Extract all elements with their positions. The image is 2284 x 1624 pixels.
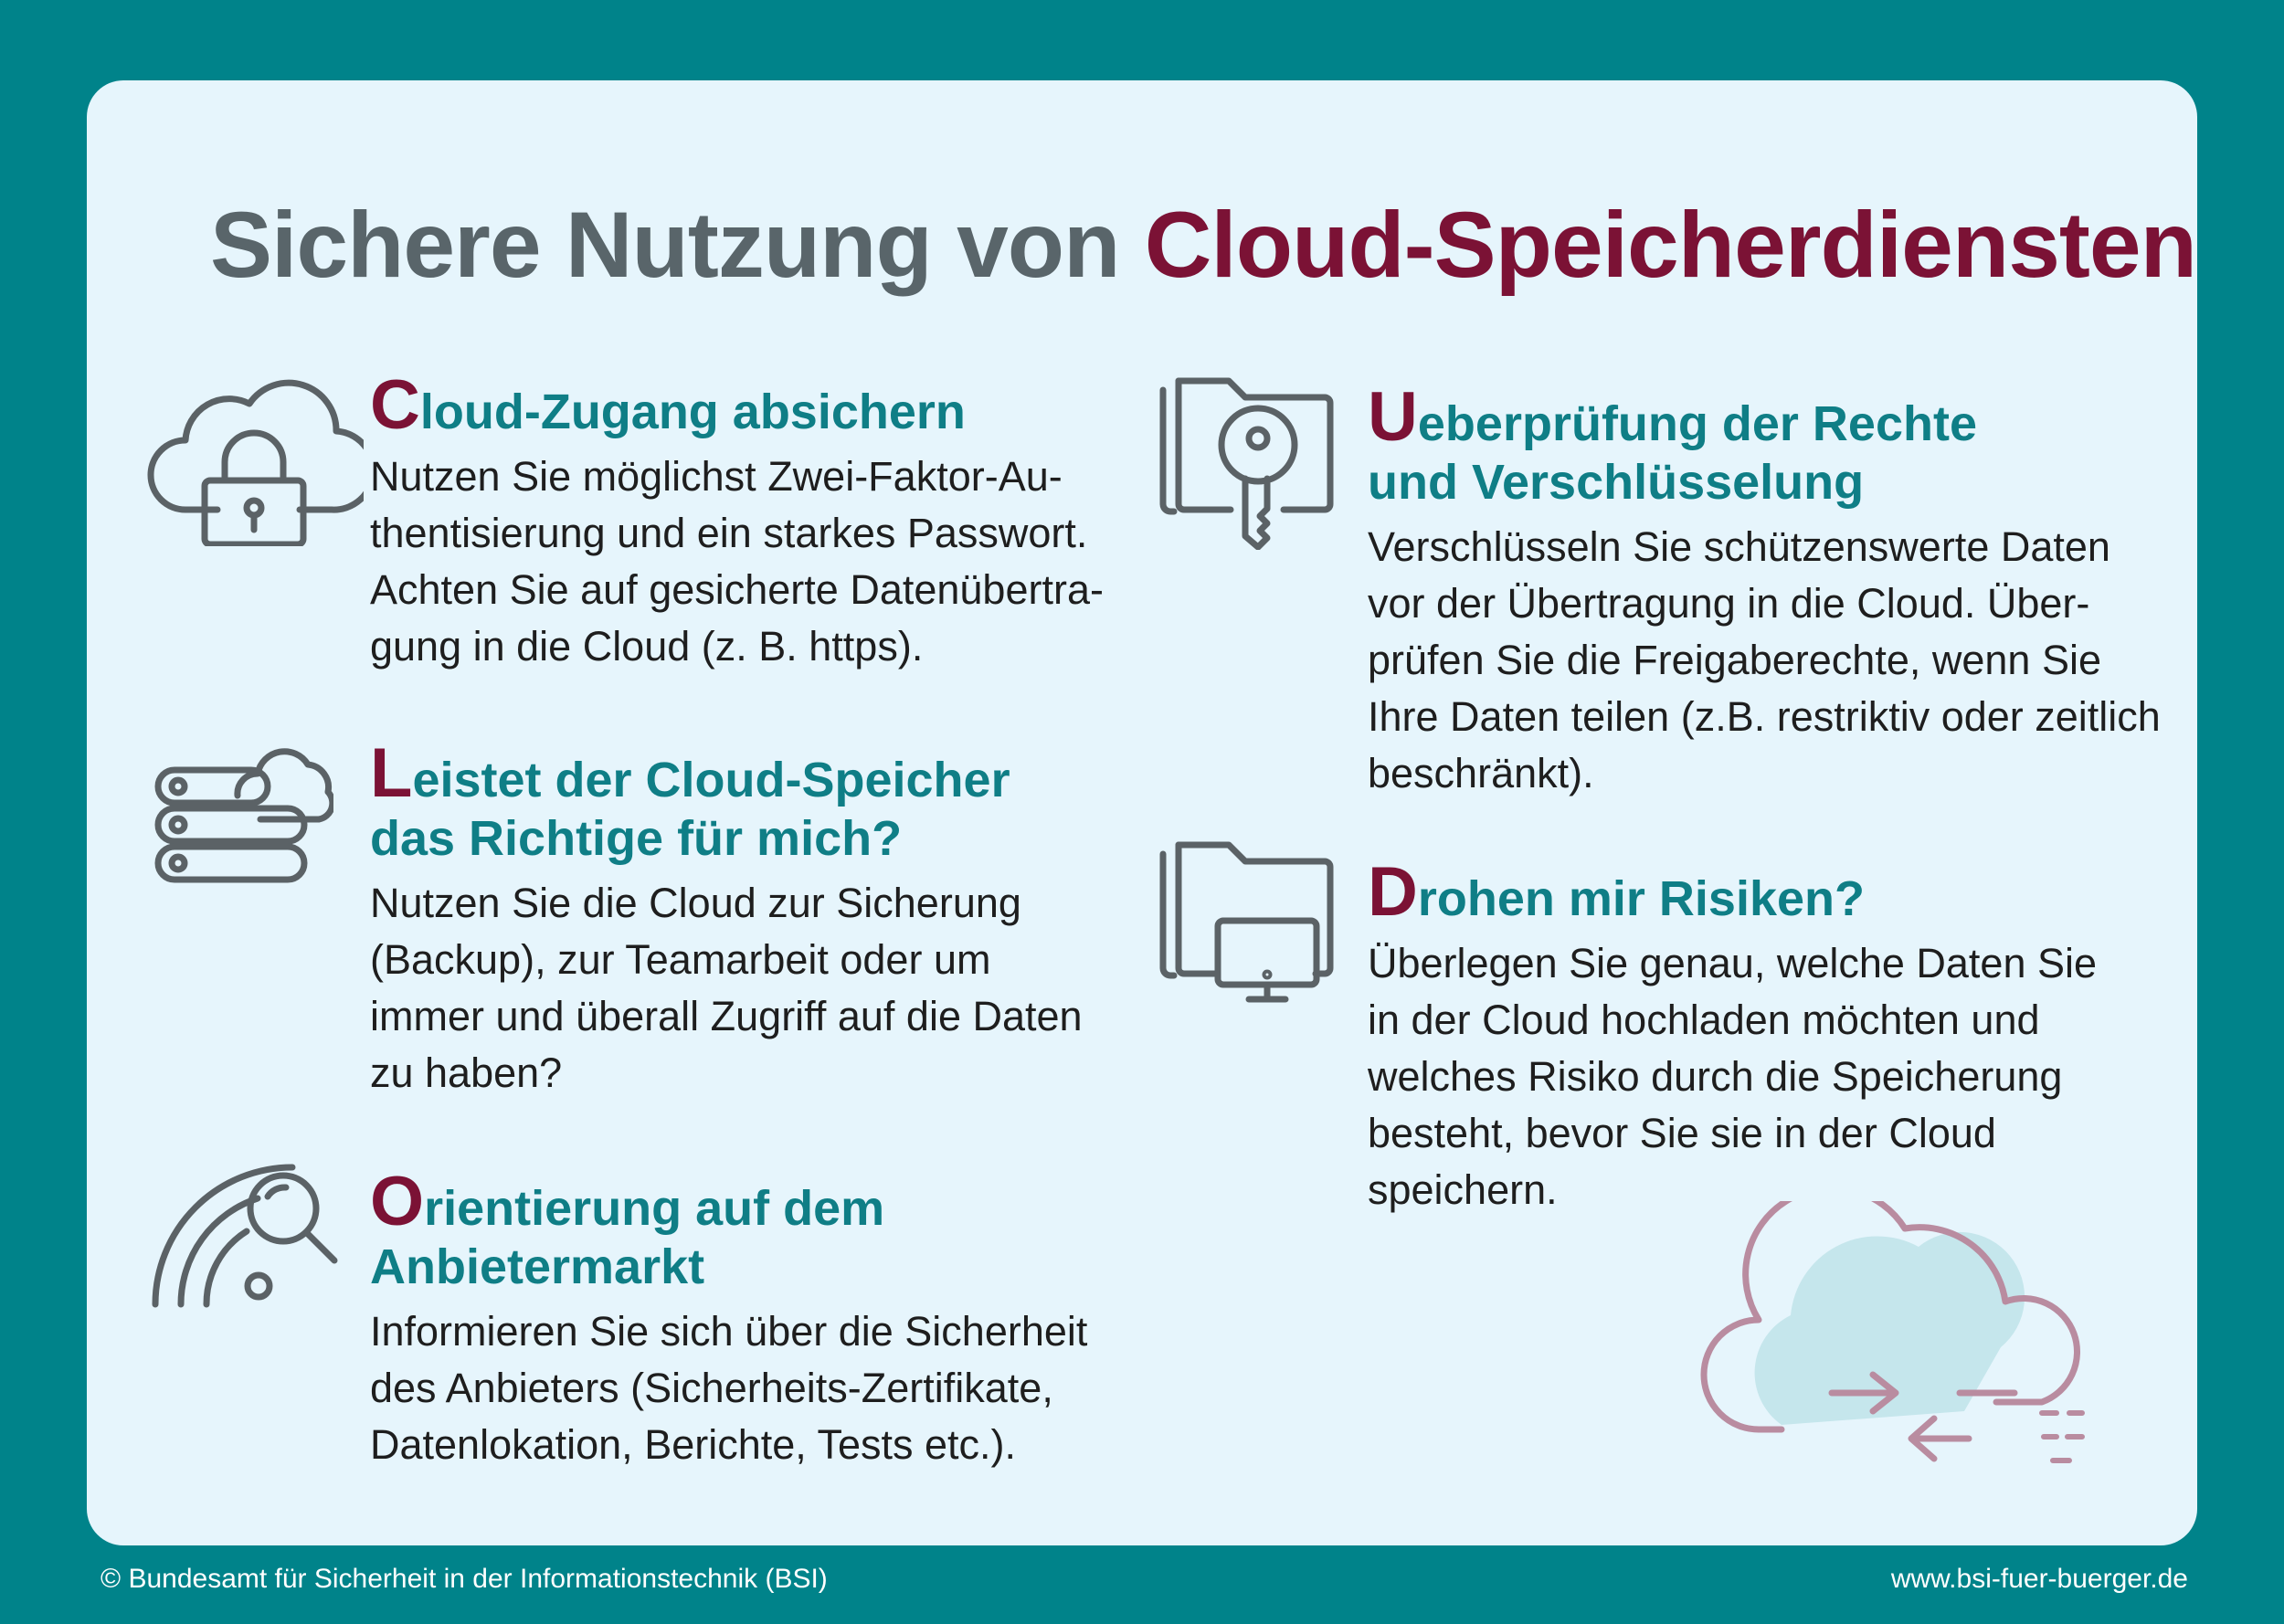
page-title — [210, 192, 2196, 299]
footer-copyright: © Bundesamt für Sicherheit in der Informationstechnik (BSI) — [100, 1564, 828, 1594]
folder-key-icon — [1156, 367, 1338, 550]
title-accent: Cloud-Speicherdiensten — [1144, 193, 2196, 297]
cloud-transfer-icon — [1695, 1201, 2133, 1503]
section-market-orientation — [370, 1163, 1192, 1473]
section-storage-fit — [370, 734, 1156, 1102]
section-heading: Leistet der Cloud-Speicher das Richtige für mich? — [370, 734, 1010, 866]
section-text: Informieren Sie sich über die Sicherheit des Anbieters (Sicherheits-Zertifikate, Datenlokation, Berichte, Tests etc.). — [370, 1308, 1088, 1468]
server-cloud-icon — [151, 744, 333, 891]
title-prefix: Sichere Nutzung von — [210, 193, 1120, 297]
section-risks — [1368, 853, 2190, 1218]
section-text: Verschlüsseln Sie schützenswerte Daten vor der Übertragung in die Cloud. Über- prüfen Sie die Freigaberechte, wenn Sie Ihre Daten teilen (z.B. restriktiv oder zeitlich beschränkt). — [1368, 523, 2161, 796]
section-heading: Cloud-Zugang absichern — [370, 366, 966, 444]
section-rights-encryption — [1368, 378, 2190, 802]
search-rainbow-icon — [146, 1158, 347, 1313]
cloud-lock-icon — [144, 373, 364, 546]
footer-url[interactable]: www.bsi-fuer-buerger.de — [1890, 1564, 2188, 1594]
section-cloud-access — [370, 366, 1128, 675]
section-text: Nutzen Sie die Cloud zur Sicherung (Backup), zur Teamarbeit oder um immer und überall Zugriff auf die Daten zu haben? — [370, 880, 1083, 1096]
section-text: Nutzen Sie möglichst Zwei-Faktor-Au- thentisierung und ein starkes Passwort. Achten Sie auf gesicherte Datenübertra- gung in die Cloud (z. B. https). — [370, 453, 1104, 670]
section-heading: Orientierung auf dem Anbietermarkt — [370, 1163, 885, 1294]
section-text: Überlegen Sie genau, welche Daten Sie in der Cloud hochladen möchten und welches Risiko durch die Speicherung besteht, bevor Sie sie in der Cloud speichern. — [1368, 940, 2098, 1213]
section-heading: Ueberprüfung der Rechte und Verschlüsselung — [1368, 378, 1977, 510]
folder-monitor-icon — [1156, 831, 1338, 1014]
section-heading: Drohen mir Risiken? — [1368, 853, 1866, 931]
